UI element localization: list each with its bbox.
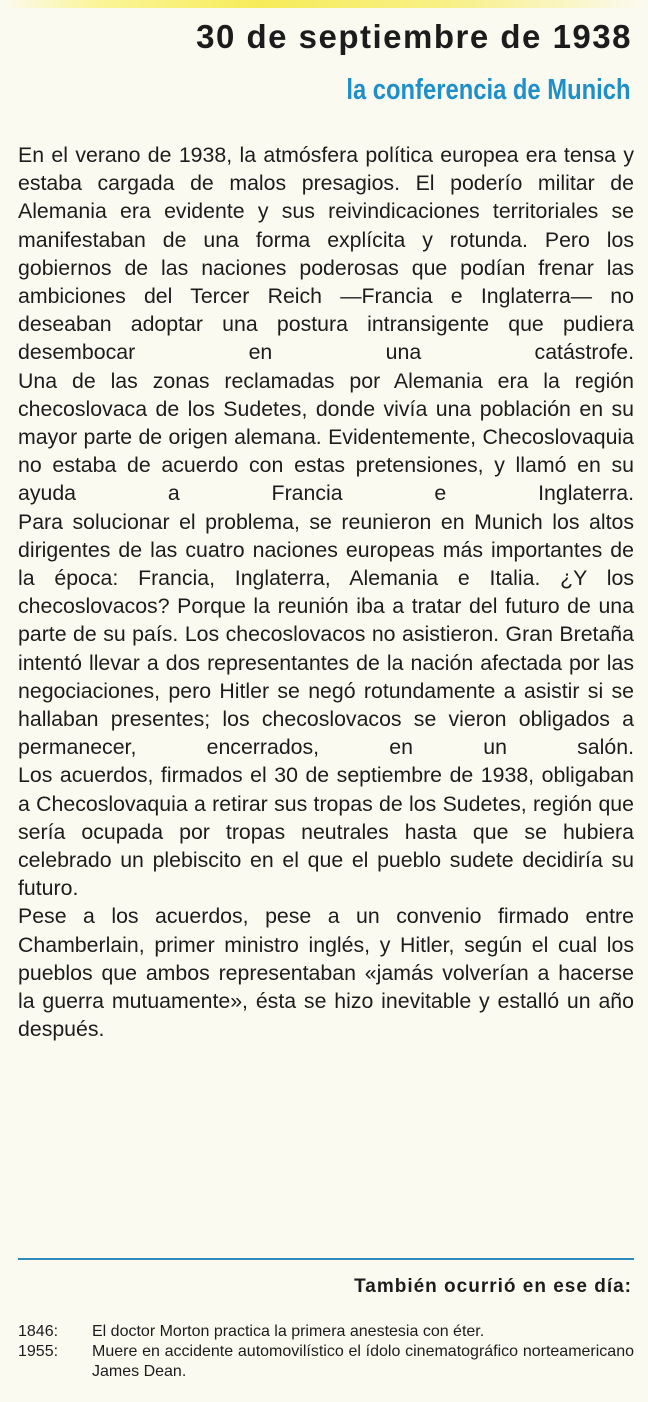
event-year: 1955: xyxy=(18,1343,59,1360)
also-heading: También ocurrió en ese día: xyxy=(354,1276,632,1297)
paragraph: Una de las zonas reclamadas por Alemania era la región checoslovaca de los Sudetes, donde vivía una población en su mayor parte de origen alemana. Evidentemente, Checoslovaquia no estaba de acuerdo con estas pretensiones, y llamó en su ayuda a Francia e Inglaterra. xyxy=(18,368,634,506)
paragraph: Para solucionar el problema, se reunieron en Munich los altos dirigentes de las cuatro naciones europeas más importantes de la época: Francia, Inglaterra, Alemania e Italia. ¿Y los checoslovacos? Porque la reunión iba a tratar del futuro de una parte de su país. Los checoslovacos no asistieron. Gran Bretaña intentó llevar a dos representantes de la nación afectada por las negociaciones, pero Hitler se negó rotundamente a asistir si se hallaban presentes; los checoslovacos se vieron obligados a permanecer, encerrados, en un salón. xyxy=(18,509,634,760)
list-item xyxy=(18,1322,634,1342)
list-item xyxy=(18,1342,634,1382)
paragraph: En el verano de 1938, la atmósfera política europea era tensa y estaba cargada de malos presagios. El poderío militar de Alemania era evidente y sus reivindicaciones territoriales se manifestaban de una forma explícita y rotunda. Pero los gobiernos de las naciones poderosas que podían frenar las ambiciones del Tercer Reich —Francia e Inglaterra— no deseaban adoptar una postura intransigente que pudiera desembocar en una catástrofe. xyxy=(18,143,634,365)
paragraph: Los acuerdos, firmados el 30 de septiembre de 1938, obligaban a Checoslovaquia a retirar sus tropas de los Sudetes, región que sería ocupada por tropas neutrales hasta que se hubiera celebrado un plebiscito en el que el pueblo sudete decidiría su futuro. xyxy=(18,763,634,901)
event-text: El doctor Morton practica la primera anestesia con éter. xyxy=(92,1323,485,1340)
event-year: 1846: xyxy=(18,1323,59,1340)
article-body xyxy=(18,141,634,1044)
event-text: Muere en accidente automovilístico el ídolo cinematográfico norteamericano James Dean. xyxy=(92,1343,634,1380)
top-yellow-strip xyxy=(0,0,648,8)
events-list xyxy=(18,1322,634,1382)
page-title: 30 de septiembre de 1938 xyxy=(196,18,632,55)
section-divider xyxy=(18,1258,634,1260)
paragraph: Pese a los acuerdos, pese a un convenio firmado entre Chamberlain, primer ministro inglés, y Hitler, según el cual los pueblos que ambos representaban «jamás volverían a hacerse la guerra mutuamente», ésta se hizo inevitable y estalló un año después. xyxy=(18,904,634,1042)
page-subtitle: la conferencia de Munich xyxy=(345,74,630,106)
